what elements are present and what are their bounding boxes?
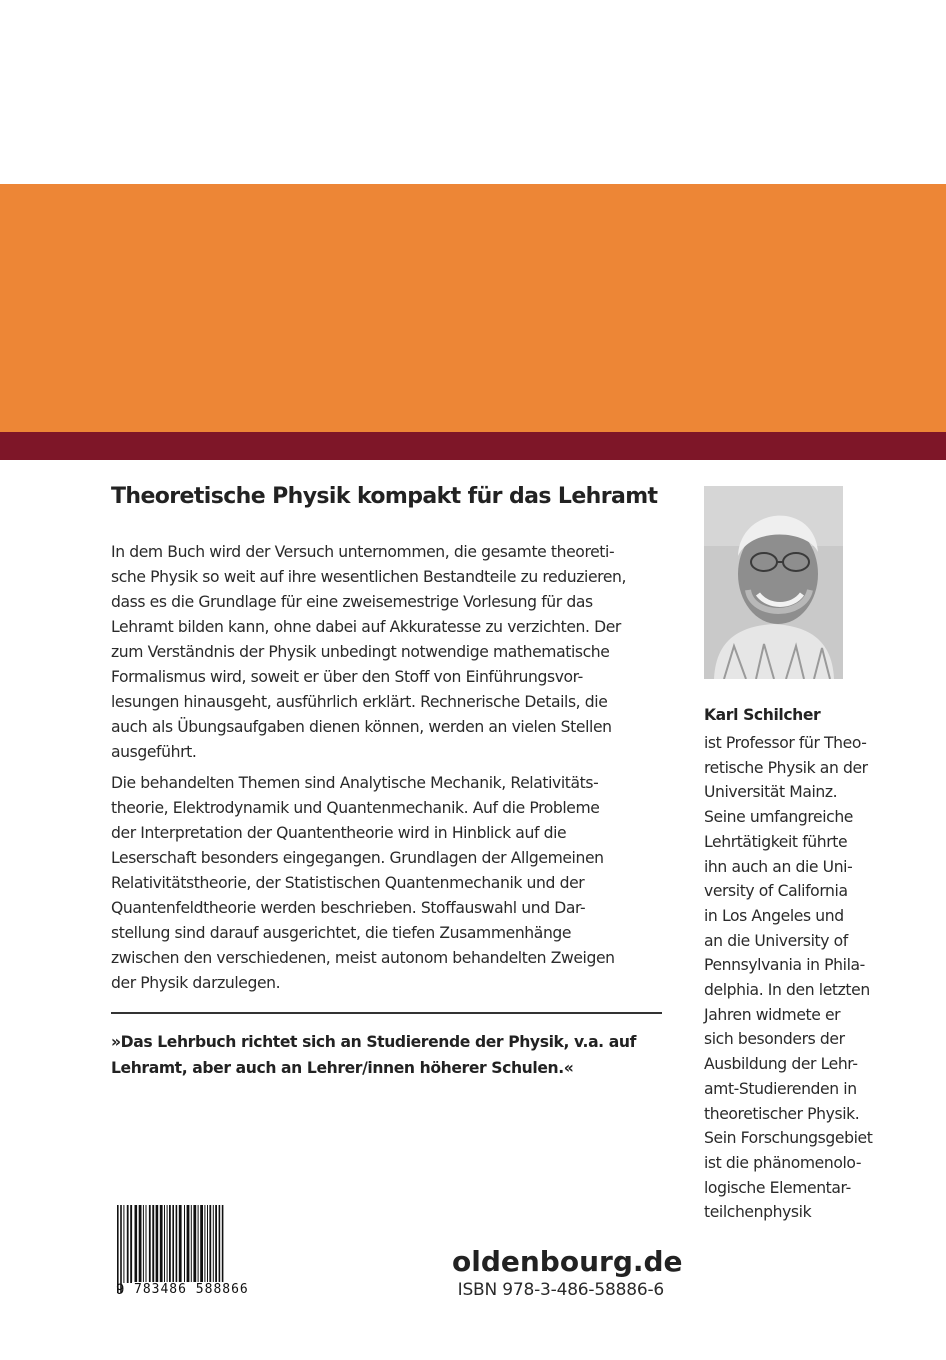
text-line: lesungen hinausgeht, ausführlich erklärt. Rechnerische Details, die — [111, 693, 608, 711]
text-line: sche Physik so weit auf ihre wesentlichen Bestandteile zu reduzieren, — [111, 568, 627, 586]
author-bio — [704, 731, 904, 1225]
bio-line: Pennsylvania in Phila- — [704, 956, 865, 975]
bio-line: in Los Angeles und — [704, 906, 844, 925]
divider-rule — [111, 1012, 662, 1014]
bio-line: Seine umfangreiche — [704, 808, 854, 827]
bio-line: Lehrtätigkeit führte — [704, 832, 848, 851]
bio-line: theoretischer Physik. — [704, 1104, 860, 1123]
bio-line: retische Physik an der — [704, 758, 868, 777]
bio-line: Ausbildung der Lehr- — [704, 1055, 858, 1074]
barcode-bar — [164, 1205, 165, 1283]
text-line: auch als Übungsaufgaben dienen können, werden an vielen Stellen — [111, 718, 612, 736]
bio-line: ist die phänomenolo- — [704, 1153, 862, 1172]
barcode-bar — [209, 1205, 211, 1283]
barcode-bar — [204, 1205, 205, 1283]
barcode-bar — [213, 1205, 214, 1283]
text-line: der Interpretation der Quantentheorie wird in Hinblick auf die — [111, 824, 567, 842]
barcode-bar — [117, 1205, 119, 1293]
barcode-bar — [127, 1205, 129, 1283]
barcode-digits: 783486 588866 — [134, 1282, 249, 1297]
isbn-number: ISBN 978-3-486-58886-6 — [457, 1280, 664, 1300]
bio-line: ist Professor für Theo- — [704, 734, 867, 752]
bio-line: an die University of — [704, 931, 848, 950]
bio-line: Universität Mainz. — [704, 783, 838, 802]
text-line: Relativitätstheorie, der Statistischen Quantenmechanik und der — [111, 874, 585, 892]
barcode-bar — [130, 1205, 132, 1283]
target-audience-quote — [111, 1029, 671, 1081]
text-line: In dem Buch wird der Versuch unternommen, die gesamte theoreti- — [111, 543, 615, 561]
orange-header-band — [0, 184, 946, 432]
bio-line: sich besonders der — [704, 1030, 845, 1049]
text-line: Die behandelten Themen sind Analytische Mechanik, Relativitäts- — [111, 774, 599, 792]
barcode-bar — [219, 1205, 221, 1293]
book-title: Theoretische Physik kompakt für das Lehramt — [111, 484, 658, 509]
bio-line: Jahren widmete er — [704, 1005, 841, 1024]
publisher-website: oldenbourg.de — [452, 1245, 683, 1278]
barcode-bar — [139, 1205, 142, 1283]
barcode-bar — [184, 1205, 185, 1283]
text-line: zwischen den verschiedenen, meist autonom behandelten Zweigen — [111, 949, 615, 967]
quote-line: Lehramt, aber auch an Lehrer/innen höherer Schulen.« — [111, 1059, 574, 1077]
author-photo — [704, 486, 843, 679]
barcode-bar — [198, 1205, 199, 1283]
barcode-bar — [207, 1205, 208, 1283]
barcode-bar — [169, 1205, 171, 1283]
barcode-bar — [167, 1205, 168, 1283]
text-line: stellung sind darauf ausgerichtet, die tiefen Zusammenhänge — [111, 924, 572, 942]
text-line: Lehramt bilden kann, ohne dabei auf Akkuratesse zu verzichten. Der — [111, 618, 621, 636]
description-paragraph-1 — [111, 540, 663, 765]
author-portrait-icon — [704, 486, 843, 679]
barcode-bar — [187, 1205, 190, 1283]
quote-line: »Das Lehrbuch richtet sich an Studierende der Physik, v.a. auf — [111, 1033, 636, 1051]
barcode-bar — [160, 1205, 163, 1283]
text-line: ausgeführt. — [111, 743, 197, 761]
barcode-bar — [179, 1205, 182, 1283]
bio-line: amt-Studierenden in — [704, 1079, 857, 1098]
barcode-bar — [191, 1205, 192, 1283]
barcode-bar — [156, 1205, 159, 1283]
barcode-bar — [143, 1205, 144, 1283]
barcode-bar — [222, 1205, 224, 1293]
bio-line: teilchenphysik — [704, 1203, 812, 1222]
author-name: Karl Schilcher — [704, 706, 821, 724]
barcode-bar — [200, 1205, 203, 1283]
description-paragraph-2 — [111, 771, 663, 996]
barcode-bar — [172, 1205, 174, 1293]
text-line: der Physik darzulegen. — [111, 974, 281, 992]
text-line: Formalismus wird, soweit er über den Stoff von Einführungsvor- — [111, 668, 583, 686]
bio-line: delphia. In den letzten — [704, 981, 870, 1000]
text-line: Leserschaft besonders eingegangen. Grundlagen der Allgemeinen — [111, 849, 604, 867]
barcode-bar — [193, 1205, 196, 1283]
text-line: theorie, Elektrodynamik und Quantenmechanik. Auf die Probleme — [111, 799, 600, 817]
text-line: zum Verständnis der Physik unbedingt notwendige mathematische — [111, 643, 610, 661]
barcode-bar — [120, 1205, 122, 1293]
barcode-bar — [123, 1205, 124, 1283]
text-line: dass es die Grundlage für eine zweisemestrige Vorlesung für das — [111, 593, 593, 611]
dark-red-stripe — [0, 432, 946, 460]
barcode-bar — [149, 1205, 151, 1283]
text-line: Quantenfeldtheorie werden beschrieben. Stoffauswahl und Dar- — [111, 899, 586, 917]
barcode-bar — [176, 1205, 178, 1293]
barcode-bar — [215, 1205, 217, 1283]
bio-line: versity of California — [704, 882, 848, 901]
barcode-bar — [135, 1205, 138, 1283]
bio-line: ihn auch an die Uni- — [704, 857, 853, 876]
bio-line: logische Elementar- — [704, 1178, 851, 1197]
bio-line: Sein Forschungsgebiet — [704, 1129, 873, 1148]
barcode-lead-digit: 9 — [116, 1282, 125, 1298]
barcode-bar — [152, 1205, 154, 1283]
barcode-bar — [146, 1205, 147, 1283]
